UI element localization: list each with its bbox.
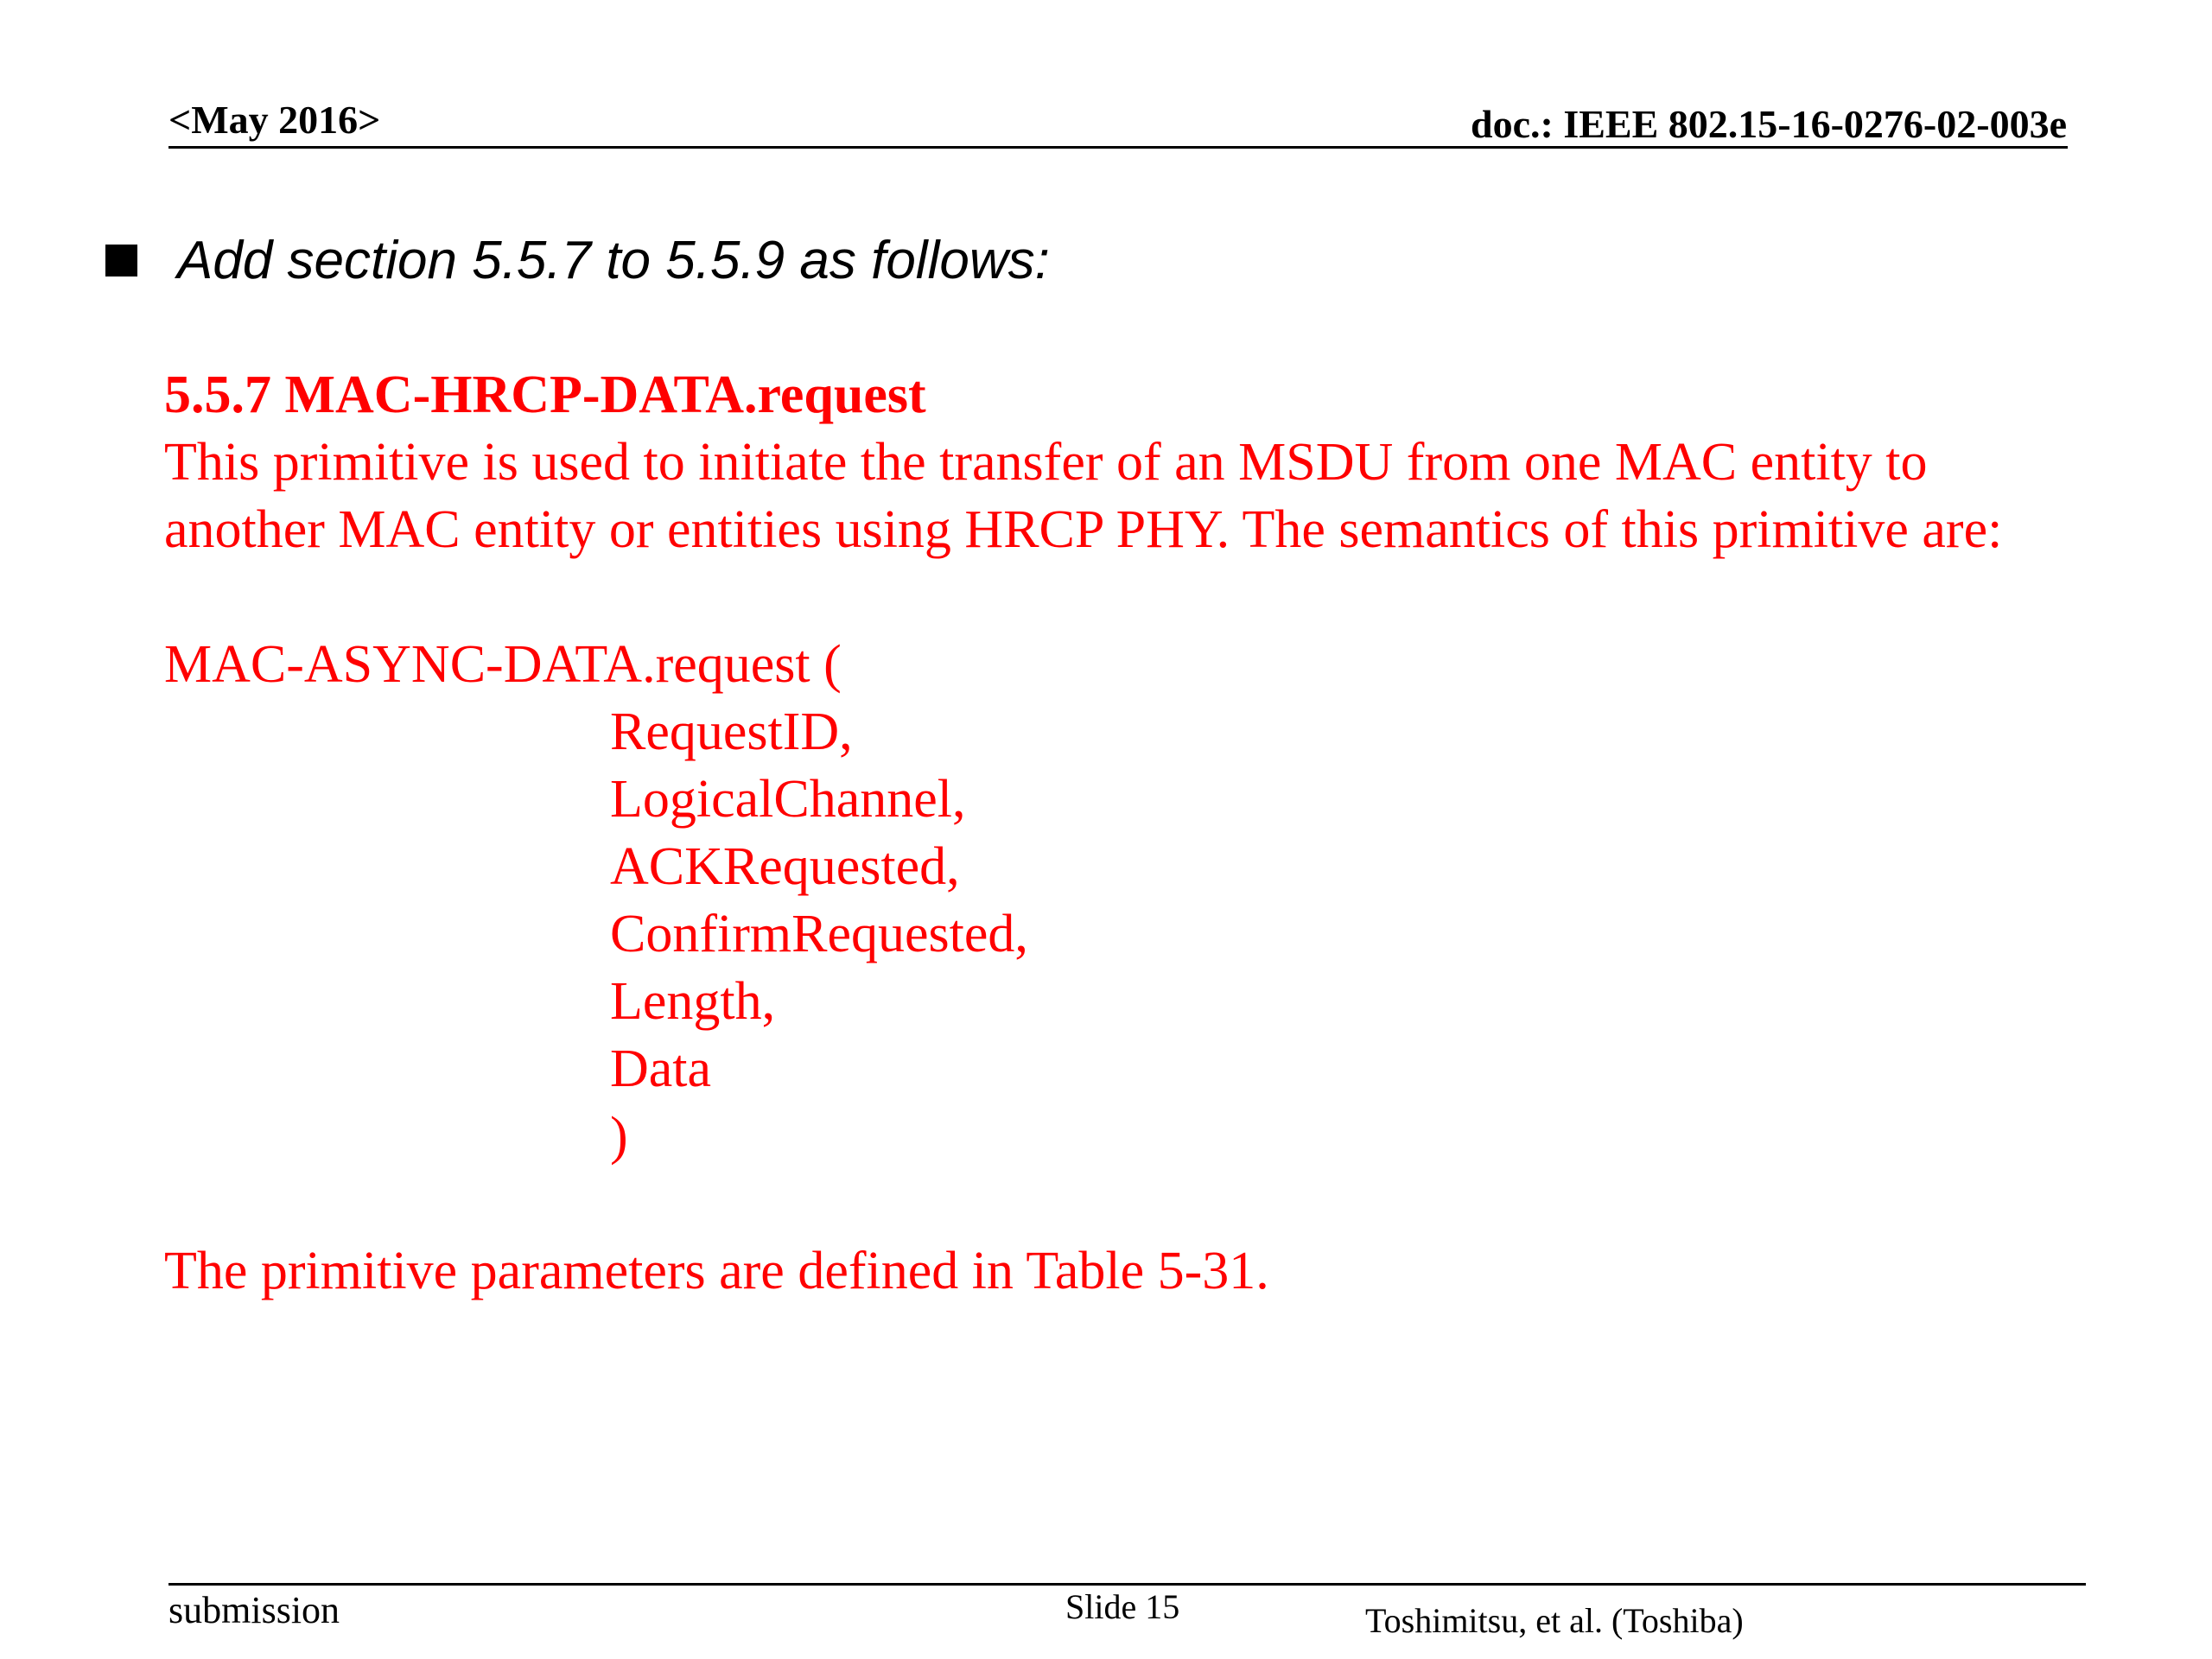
header-doc-id: doc.: IEEE 802.15-16-0276-02-003e — [1471, 102, 2067, 146]
parameter-line: Data — [610, 1039, 712, 1098]
square-bullet-icon — [105, 245, 137, 276]
parameter-line: LogicalChannel, — [610, 770, 966, 829]
footer-author: Toshimitsu, et al. (Toshiba) — [1365, 1601, 1744, 1640]
footer-divider — [168, 1583, 2086, 1586]
header-date: <May 2016> — [168, 98, 381, 142]
section-title: 5.5.7 MAC-HRCP-DATA.request — [164, 365, 926, 424]
closing-parenthesis: ) — [610, 1107, 628, 1166]
description-line: This primitive is used to initiate the transfer of an MSDU from one MAC entity to — [164, 433, 1928, 492]
description-line: another MAC entity or entities using HRCP PHY. The semantics of this primitive are: — [164, 500, 2003, 559]
parameter-line: Length, — [610, 972, 776, 1031]
blank-line — [164, 1170, 2002, 1237]
footer-submission: submission — [168, 1589, 340, 1631]
parameter-line: ACKRequested, — [610, 837, 960, 896]
bullet-text: Add section 5.5.7 to 5.5.9 as follows: — [177, 231, 1050, 290]
parameter-line: ConfirmRequested, — [610, 905, 1028, 963]
footer-slide-number: Slide 15 — [1065, 1587, 1180, 1626]
closing-text: The primitive parameters are defined in Table 5-31. — [164, 1242, 1269, 1300]
header-divider — [168, 146, 2068, 149]
primitive-call: MAC-ASYNC-DATA.request ( — [164, 635, 842, 694]
blank-line — [164, 563, 2002, 631]
bullet-item — [105, 230, 1050, 291]
section-body — [164, 361, 2002, 1305]
parameter-line: RequestID, — [610, 702, 853, 761]
